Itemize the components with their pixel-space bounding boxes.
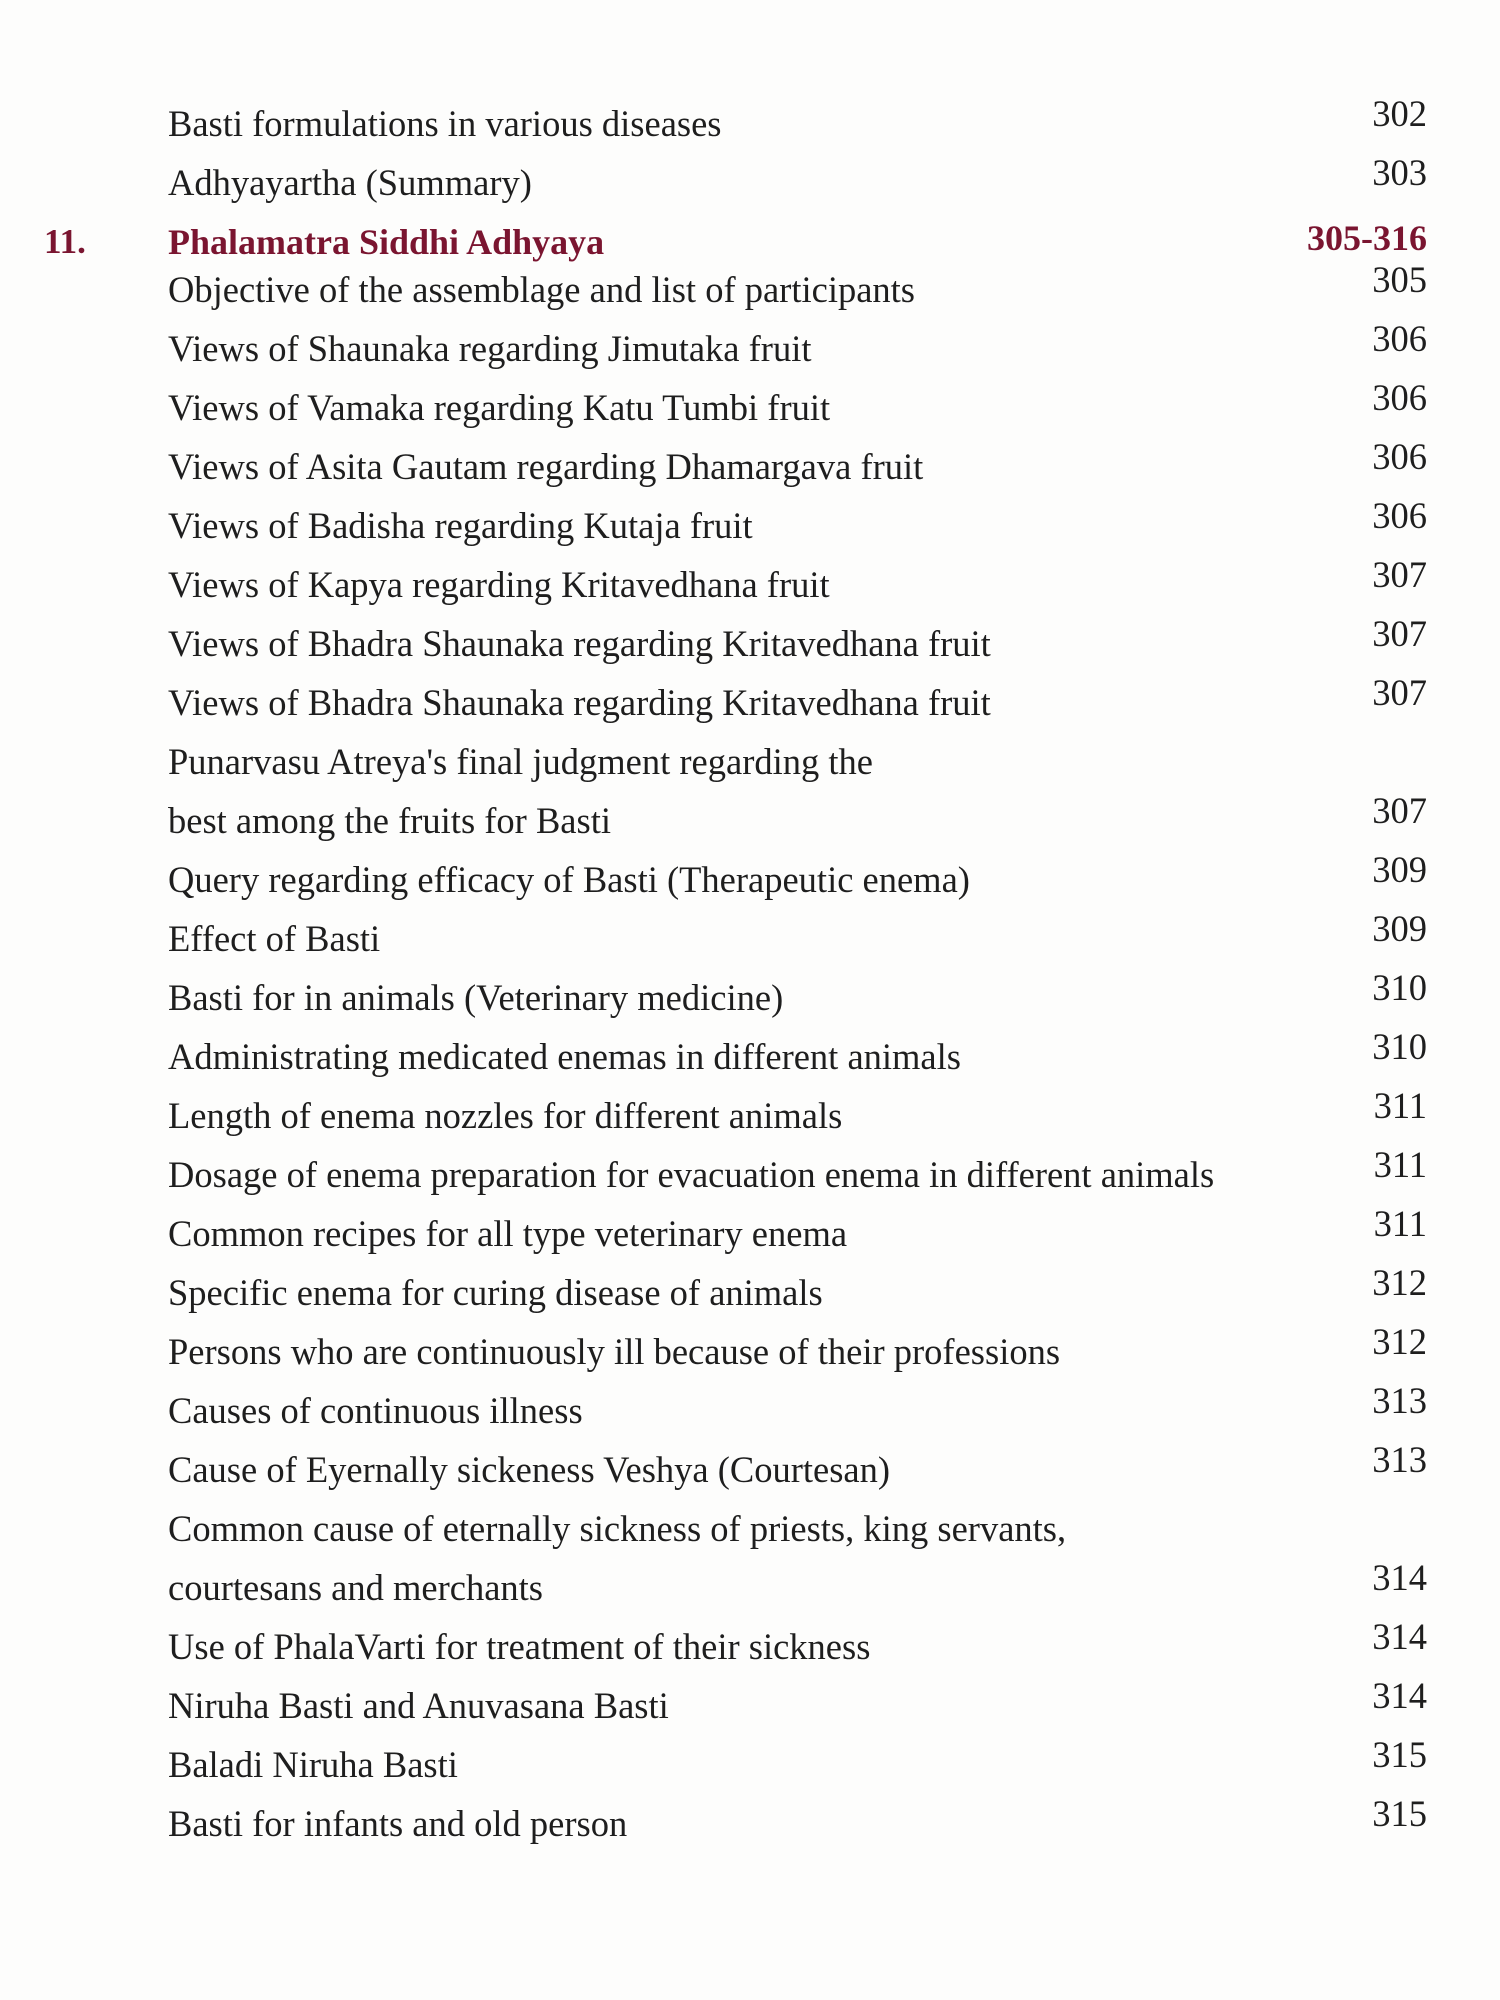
page-number: 315 (1372, 1793, 1427, 1834)
chapter-title: Phalamatra Siddhi Adhyaya (168, 222, 605, 262)
entry-title: Views of Badisha regarding Kutaja fruit (168, 505, 753, 546)
toc-entry (0, 1027, 1500, 1087)
entry-title: Views of Shaunaka regarding Jimutaka fruit (168, 328, 812, 369)
entry-title: Cause of Eyernally sickeness Veshya (Courtesan) (168, 1449, 891, 1490)
toc-entry (0, 555, 1500, 615)
entry-title: Punarvasu Atreya's final judgment regarding the (168, 741, 873, 782)
page-number: 313 (1372, 1439, 1427, 1480)
toc-entry (0, 791, 1500, 851)
page-number: 306 (1372, 495, 1427, 536)
entry-title: Views of Bhadra Shaunaka regarding Kritavedhana fruit (168, 682, 991, 723)
entry-title: Query regarding efficacy of Basti (Therapeutic enema) (168, 859, 970, 900)
chapter-page-range: 305-316 (1307, 218, 1427, 258)
page-number: 305 (1372, 259, 1427, 300)
entry-title: Baladi Niruha Basti (168, 1744, 458, 1785)
page-number: 307 (1372, 790, 1427, 831)
toc-entry (0, 1440, 1500, 1500)
page-number: 314 (1372, 1675, 1427, 1716)
toc-entry (0, 1381, 1500, 1441)
page-number: 309 (1372, 849, 1427, 890)
entry-title: Common cause of eternally sickness of priests, king servants, (168, 1508, 1067, 1549)
toc-entry (0, 496, 1500, 556)
entry-title: Causes of continuous illness (168, 1390, 583, 1431)
toc-entry (0, 1322, 1500, 1382)
page-number: 307 (1372, 554, 1427, 595)
entry-title: Views of Bhadra Shaunaka regarding Kritavedhana fruit (168, 623, 991, 664)
entry-title: Use of PhalaVarti for treatment of their sickness (168, 1626, 871, 1667)
page-number: 314 (1372, 1557, 1427, 1598)
entry-title: Common recipes for all type veterinary enema (168, 1213, 848, 1254)
toc-entry (0, 1086, 1500, 1146)
entry-title: best among the fruits for Basti (168, 800, 611, 841)
toc-entry (0, 1617, 1500, 1677)
toc-entry (0, 1676, 1500, 1736)
toc-entry (0, 260, 1500, 320)
page-number: 303 (1372, 152, 1427, 193)
page-number: 311 (1373, 1144, 1427, 1185)
page-number: 314 (1372, 1616, 1427, 1657)
toc-entry (0, 1735, 1500, 1795)
page-number: 310 (1372, 967, 1427, 1008)
toc-entry (0, 319, 1500, 379)
toc-entry (0, 1145, 1500, 1205)
toc-entry (0, 1263, 1500, 1323)
entry-title: Objective of the assemblage and list of participants (168, 269, 916, 310)
toc-entry (0, 1794, 1500, 1854)
entry-title: Specific enema for curing disease of animals (168, 1272, 823, 1313)
page-number: 306 (1372, 318, 1427, 359)
page-number: 302 (1372, 93, 1427, 134)
page-number: 313 (1372, 1380, 1427, 1421)
toc-entry (0, 850, 1500, 910)
toc-entry (0, 437, 1500, 497)
entry-title: Niruha Basti and Anuvasana Basti (168, 1685, 669, 1726)
entry-title: Administrating medicated enemas in different animals (168, 1036, 961, 1077)
toc-entry (0, 1558, 1500, 1618)
entry-title: Views of Kapya regarding Kritavedhana fruit (168, 564, 830, 605)
entry-title: Effect of Basti (168, 918, 381, 959)
toc-entry (0, 153, 1500, 213)
toc-entry (0, 732, 1500, 792)
toc-entry (0, 909, 1500, 969)
entry-title: Adhyayartha (Summary) (168, 162, 532, 203)
toc-entry (0, 1499, 1500, 1559)
entry-title: Dosage of enema preparation for evacuation enema in different animals (168, 1154, 1215, 1195)
page-number: 307 (1372, 613, 1427, 654)
entry-title: Length of enema nozzles for different animals (168, 1095, 843, 1136)
entry-title: Basti for infants and old person (168, 1803, 628, 1844)
entry-title: Views of Vamaka regarding Katu Tumbi fruit (168, 387, 831, 428)
page-number: 307 (1372, 672, 1427, 713)
toc-entry (0, 1204, 1500, 1264)
entry-title: Basti for in animals (Veterinary medicine) (168, 977, 784, 1018)
page-number: 311 (1373, 1203, 1427, 1244)
page-number: 315 (1372, 1734, 1427, 1775)
toc-entry (0, 614, 1500, 674)
toc-entry (0, 673, 1500, 733)
entry-title: Persons who are continuously ill because of their professions (168, 1331, 1061, 1372)
page-number: 311 (1373, 1085, 1427, 1126)
page-number: 312 (1372, 1321, 1427, 1362)
page-number: 310 (1372, 1026, 1427, 1067)
entry-title: Basti formulations in various diseases (168, 103, 722, 144)
entry-title: Views of Asita Gautam regarding Dhamargava fruit (168, 446, 924, 487)
chapter-number: 11. (44, 222, 86, 261)
page-number: 306 (1372, 377, 1427, 418)
page-number: 309 (1372, 908, 1427, 949)
page-number: 312 (1372, 1262, 1427, 1303)
entry-title: courtesans and merchants (168, 1567, 543, 1608)
page-number: 306 (1372, 436, 1427, 477)
toc-entry (0, 378, 1500, 438)
toc-entry (0, 968, 1500, 1028)
toc-entry (0, 94, 1500, 154)
